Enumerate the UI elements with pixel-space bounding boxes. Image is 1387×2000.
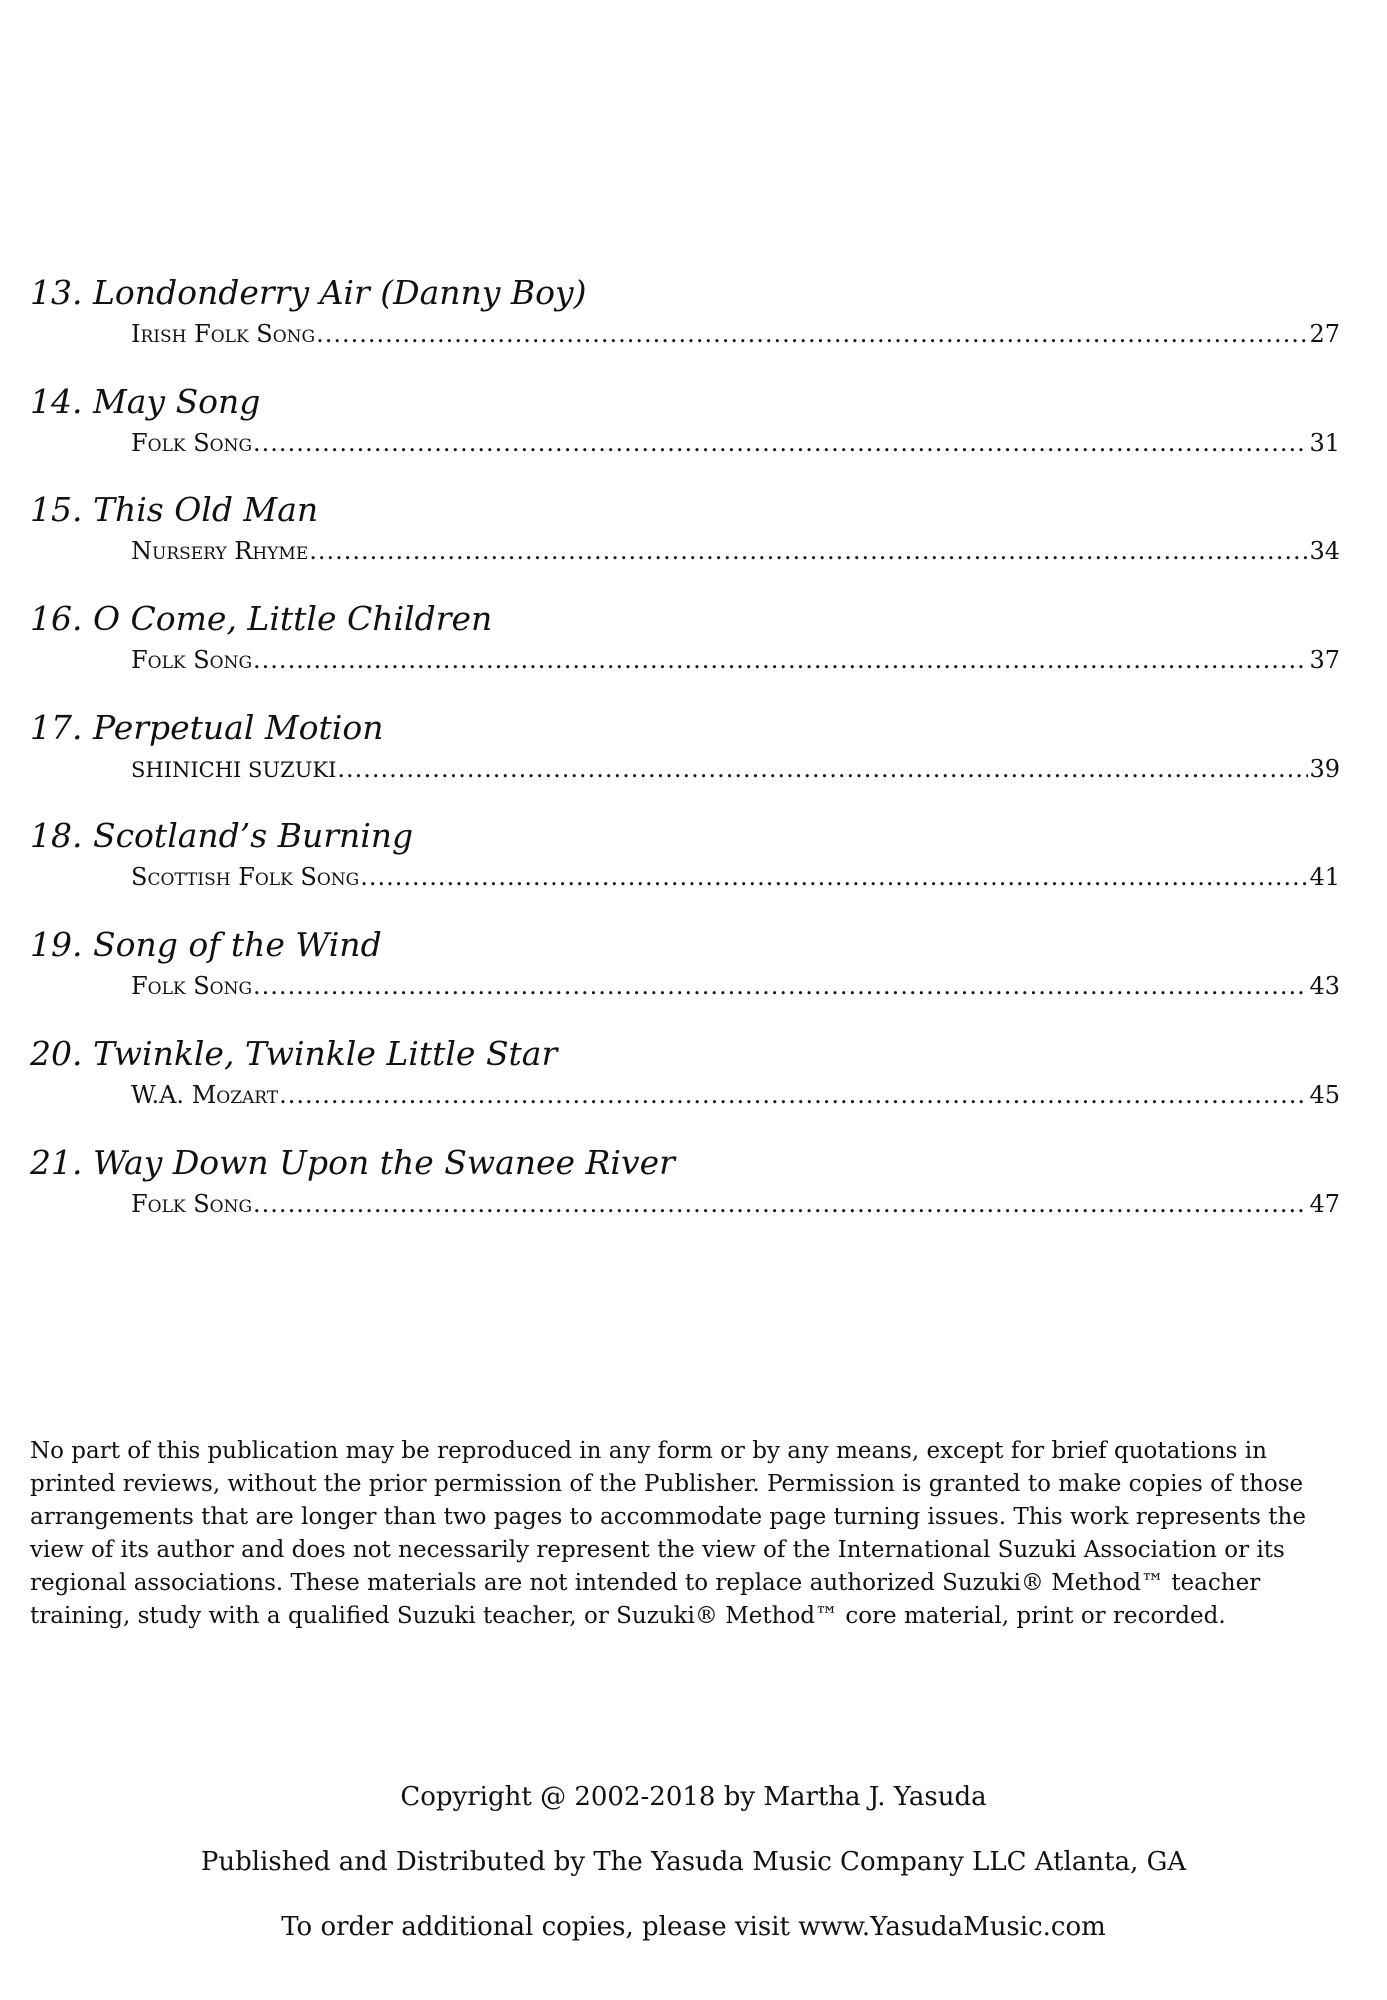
toc-entry-title: 20. Twinkle, Twinkle Little Star <box>30 1033 558 1073</box>
dot-leader <box>253 972 1308 1000</box>
dot-leader <box>253 1190 1308 1218</box>
toc-entry-title: 14. May Song <box>30 381 261 421</box>
toc-entry-page-number: 34 <box>1309 537 1340 566</box>
toc-entry-composer: Folk Song <box>131 646 253 675</box>
dot-leader <box>253 646 1308 674</box>
toc-entry-page-number: 47 <box>1309 1189 1340 1218</box>
toc-entry-composer: Folk Song <box>131 1189 253 1218</box>
dot-leader <box>309 537 1308 565</box>
toc-entry-line <box>131 320 1340 348</box>
toc-entry-page-number: 27 <box>1309 320 1340 348</box>
toc-entry-composer: Folk Song <box>131 428 253 457</box>
toc-entry-composer: Scottish Folk Song <box>131 863 360 892</box>
toc-entry[interactable] <box>30 374 1340 483</box>
toc-entry-composer: W.A. Mozart <box>131 1080 279 1109</box>
toc-entry-title: 15. This Old Man <box>30 490 319 530</box>
toc-entry-title: 21. Way Down Upon the Swanee River <box>30 1142 675 1182</box>
copyright-notice-text: No part of this publication may be reproduced in any form or by any means, except for brief quotations in printed reviews, without the prior permission of the Publisher. Permission is granted to make copies of those arrangements that are longer than two pages to accommodate page turning issues. This work represents the view of its author and does not necessarily represent the view of the International Suzuki Association or its regional associations. These materials are not intended to replace authorized Suzuki® Method™ teacher training, study with a qualified Suzuki teacher, or Suzuki® Method™ core material, print or recorded. <box>30 1438 1306 1629</box>
table-of-contents <box>30 265 1340 1243</box>
dot-leader <box>337 755 1308 783</box>
toc-entry[interactable] <box>30 1135 1340 1244</box>
toc-entry-composer: Irish Folk Song <box>131 320 316 348</box>
toc-entry[interactable] <box>30 808 1340 917</box>
copyright-line: Copyright @ 2002-2018 by Martha J. Yasuda <box>400 1782 987 1812</box>
toc-entry[interactable] <box>30 482 1340 591</box>
toc-entry-page-number: 39 <box>1309 754 1340 783</box>
toc-entry-line <box>131 755 1340 783</box>
dot-leader <box>360 863 1308 891</box>
toc-entry-composer: SHINICHI SUZUKI <box>131 757 337 782</box>
toc-entry-line <box>131 646 1340 674</box>
toc-entry-page-number: 45 <box>1309 1080 1340 1109</box>
toc-entry-page-number: 41 <box>1309 863 1340 892</box>
toc-entry-page-number: 43 <box>1309 972 1340 1001</box>
toc-entry[interactable] <box>30 700 1340 809</box>
toc-entry-title: 18. Scotland’s Burning <box>30 816 414 856</box>
publisher-line: Published and Distributed by The Yasuda Music Company LLC Atlanta, GA <box>200 1847 1187 1877</box>
toc-entry-line <box>131 1081 1340 1109</box>
toc-entry[interactable] <box>30 591 1340 700</box>
toc-entry-page-number: 31 <box>1309 428 1340 457</box>
toc-entry-line <box>131 972 1340 1000</box>
toc-entry-title: 19. Song of the Wind <box>30 925 382 965</box>
toc-entry-composer: Nursery Rhyme <box>131 537 309 566</box>
dot-leader <box>316 320 1308 348</box>
toc-entry-page-number: 37 <box>1309 646 1340 675</box>
toc-entry-title: 13. Londonderry Air (Danny Boy) <box>30 273 587 312</box>
toc-entry-composer: Folk Song <box>131 972 253 1001</box>
toc-entry[interactable] <box>30 1026 1340 1135</box>
toc-entry-line <box>131 863 1340 891</box>
toc-entry-title: 17. Perpetual Motion <box>30 707 384 747</box>
toc-entry[interactable] <box>30 917 1340 1026</box>
order-info-line: To order additional copies, please visit www.YasudaMusic.com <box>281 1912 1106 1942</box>
copyright-notice <box>30 1435 1330 1633</box>
toc-entry-line <box>131 537 1340 565</box>
dot-leader <box>253 429 1308 457</box>
toc-entry[interactable] <box>30 265 1340 374</box>
dot-leader <box>279 1081 1308 1109</box>
toc-entry-line <box>131 429 1340 457</box>
toc-entry-line <box>131 1190 1340 1218</box>
toc-entry-title: 16. O Come, Little Children <box>30 599 493 639</box>
